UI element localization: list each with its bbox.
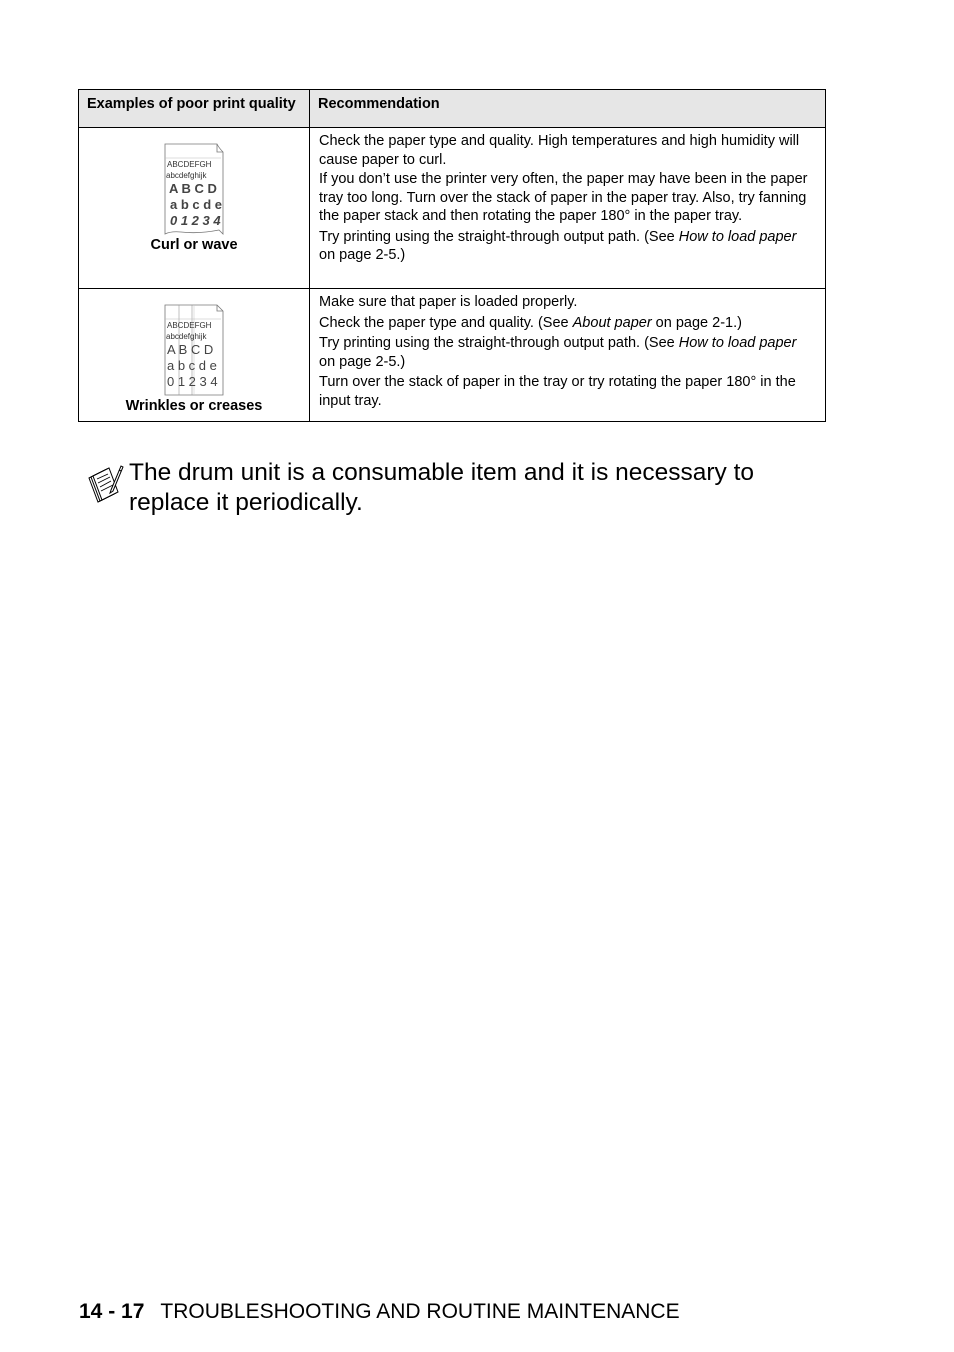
sample-line: A B C D [169,181,217,196]
recommendation-text [319,228,816,265]
sample-line: ABCDEFGH [167,321,212,330]
sample-line: abcdefghijk [166,171,207,180]
wrinkled-sample-page-image [159,303,229,397]
sample-line: ABCDEFGH [167,160,212,169]
recommendation-text-part: on page 2-1.) [651,314,742,331]
sample-line: a b c d e [167,358,217,373]
header-recommendation: Recommendation [310,90,826,128]
section-title: TROUBLESHOOTING AND ROUTINE MAINTENANCE [160,1300,680,1323]
example-label: Wrinkles or creases [125,398,263,414]
cross-reference-link[interactable]: How to load paper [678,335,797,351]
cross-reference-link[interactable]: How to load paper [678,228,797,245]
table-row [79,289,826,422]
page-footer [79,1300,680,1324]
sample-line: A B C D [167,342,214,357]
recommendation-text-part: Try printing using the straight-through output path. (See [319,335,679,351]
recommendation-text-part: Check the paper type and quality. (See [319,314,573,331]
sample-line: a b c d e [170,197,223,212]
recommendation-text: Make sure that paper is loaded properly. [319,294,578,310]
cross-reference-link[interactable]: About paper [572,314,652,331]
recommendation-cell [310,128,826,289]
note-text: The drum unit is a consumable item and it is necessary to replace it periodically. [129,459,755,516]
example-cell [79,128,310,289]
recommendation-text-part: on page 2-5.) [319,247,406,263]
recommendation-text-part: on page 2-5.) [319,353,406,370]
recommendation-text-part: Try printing using the straight-through output path. (See [319,228,679,245]
sample-line: 0 1 2 3 4 [167,374,218,389]
sample-line: 0 1 2 3 4 [170,213,221,228]
recommendation-text: Turn over the stack of paper in the tray or try rotating the paper 180° in the input tray. [319,374,796,409]
example-cell [79,289,310,422]
troubleshooting-table [78,89,826,422]
table-row [79,128,826,289]
recommendation-text [319,334,816,371]
recommendation-cell [310,289,826,422]
note-pad-pencil-icon [86,464,124,511]
recommendation-text: If you don’t use the printer very often, the paper may have been in the paper tray too long. Turn over the stack of paper in the paper tray. Also, try fanning the paper stack and then rotating the paper 180° in the paper tray. [319,171,808,224]
page-number: 14 - 17 [79,1300,145,1323]
table-header-row [79,90,826,128]
example-label: Curl or wave [150,237,238,253]
header-examples: Examples of poor print quality [79,90,310,128]
recommendation-text [319,314,816,333]
curled-sample-page-image [159,142,229,236]
recommendation-text: Check the paper type and quality. High temperatures and high humidity will cause paper to curl. [319,133,800,168]
sample-line: abcdefghijk [166,332,207,341]
